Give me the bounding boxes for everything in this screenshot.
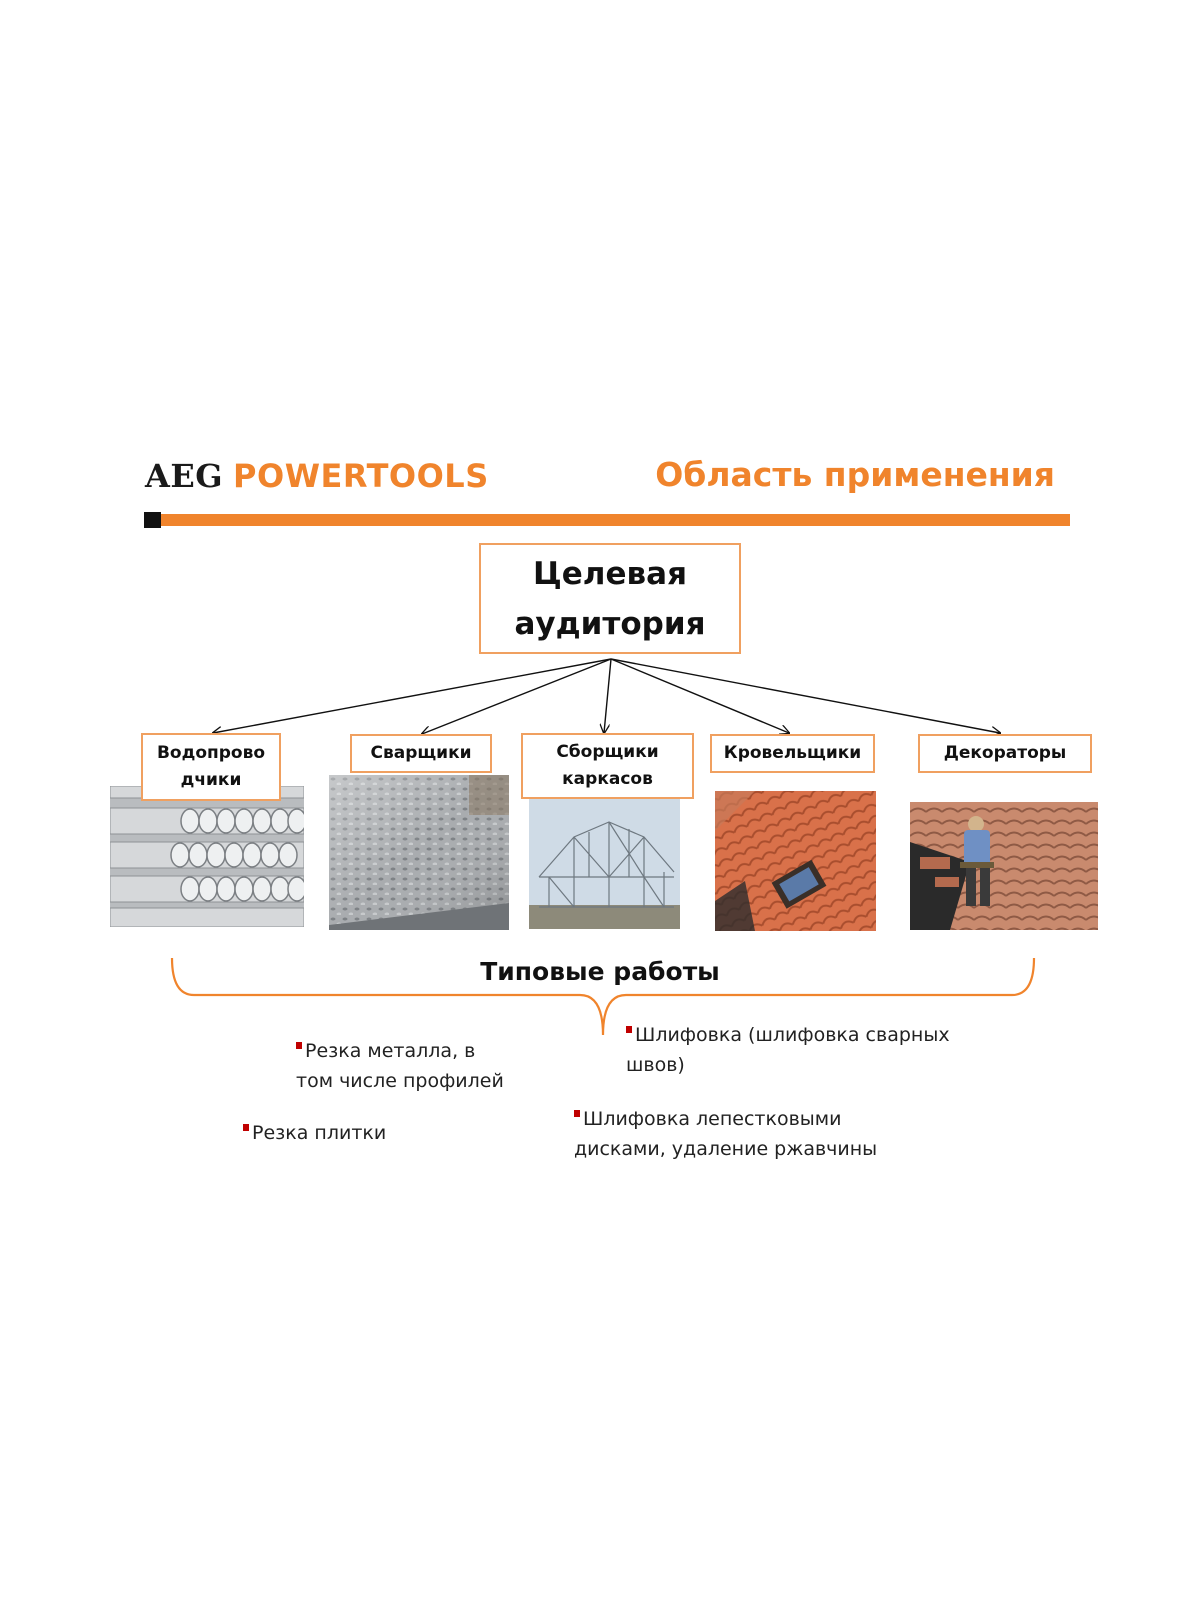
bullet-tile-cutting-line1: Резка плитки <box>252 1122 387 1144</box>
logo-aeg-text: AEG <box>145 457 224 495</box>
category-frame-builders <box>521 733 694 799</box>
category-welders-label: Сварщики <box>370 743 472 763</box>
category-roofers-label: Кровельщики <box>723 743 862 763</box>
bullet-metal-cutting-line1: Резка металла, в <box>305 1040 476 1062</box>
category-plumbers <box>141 733 281 801</box>
target-audience-line2: аудитория <box>514 605 706 642</box>
typical-works-title: Типовые работы <box>480 957 720 986</box>
bullet-flap-disc-grinding-line2: дисками, удаление ржавчины <box>574 1138 878 1160</box>
category-roofers <box>710 734 875 773</box>
category-frame-builders-line2: каркасов <box>562 769 653 789</box>
category-welders <box>350 734 492 773</box>
category-plumbers-line2: дчики <box>180 770 242 790</box>
bullet-weld-grinding-line2: швов) <box>626 1054 685 1076</box>
category-decorators <box>918 734 1092 773</box>
category-frame-builders-line1: Сборщики <box>556 742 659 762</box>
bullet-flap-disc-grinding-line1: Шлифовка лепестковыми <box>583 1108 842 1130</box>
slide-title: Область применения <box>655 455 1055 494</box>
bullet-metal-cutting-line2: том числе профилей <box>296 1070 504 1092</box>
logo-powertools-text: POWERTOOLS <box>233 457 489 495</box>
category-plumbers-line1: Водопрово <box>156 743 266 763</box>
bullet-weld-grinding-line1: Шлифовка (шлифовка сварных <box>635 1024 950 1046</box>
target-audience-line1: Целевая <box>533 555 687 592</box>
category-decorators-label: Декораторы <box>943 743 1067 763</box>
